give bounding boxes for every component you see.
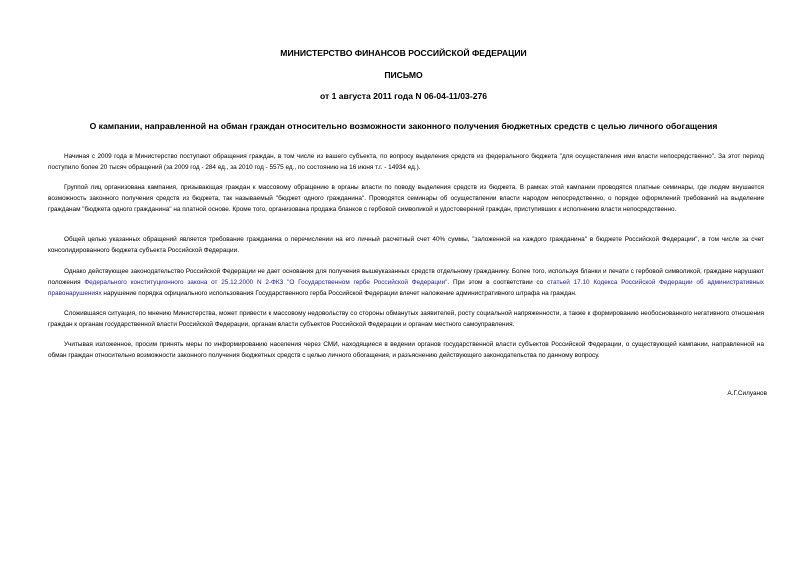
federal-law-link[interactable]: Федерального конституционного закона от 25.12.2000 N 2-ФКЗ "О Государственном гербе Российской Федерации": [84, 279, 448, 287]
document-type: ПИСЬМО: [384, 70, 423, 80]
ministry-name: МИНИСТЕРСТВО ФИНАНСОВ РОССИЙСКОЙ ФЕДЕРАЦИИ: [280, 48, 527, 58]
administrative-code-link[interactable]: статьей 17.10 Кодекса Российской Федерации об административных правонарушениях: [48, 279, 764, 298]
paragraph-2: Группой лиц организована кампания, призывающая граждан к массовому обращению в органы власти по поводу выделения средств из бюджета. В рамках этой кампании проводятся платные семинары, где людям внушается возможность законного получения средств из бюджета, так называемый "бюджет одного гражданина". Проводятся семинары об осуществлении власти народом непосредственно, о порядке оформлений требований на выделение гражданам "бюджета одного гражданина" на платной основе. Кроме того, организована продажа бланков с гербовой символикой и удостоверений граждан, приступивших к исполнению власти непосредственно.: [48, 184, 764, 214]
paragraph-6: Учитывая изложенное, просим принять меры по информированию населения через СМИ, находящиеся в ведении органов государственной власти субъектов Российской Федерации, о существующей кампании, направленной на обман граждан относительно возможности законного получения бюджетных средств с целью личного обогащения, и разъяснению действующего законодательства по данному вопросу.: [48, 341, 764, 360]
paragraph-4-text-2: . При этом в соответствии со: [447, 279, 547, 287]
document-date-number: от 1 августа 2011 года N 06-04-11/03-276: [319, 91, 488, 101]
paragraph-1: Начиная с 2009 года в Министерство поступают обращения граждан, в том числе из вашего субъекта, по вопросу выделения средств из федерального бюджета "для осуществления ими власти непосредственно". За этот период поступило более 20 тысяч обращений (за 2009 год - 284 ед., за 2010 год - 5575 ед., по состоянию на 16 июня т.г. - 14934 ед.).: [48, 153, 764, 172]
paragraph-4-text-1: Однако действующее законодательство Российской Федерации не дает основания для получения вышеуказанных средств отдельному гражданину. Более того, используя бланки и печати с гербовой символикой, граждане нарушают положения: [48, 268, 764, 287]
paragraph-4: [48, 266, 764, 300]
document-subject: О кампании, направленной на обман граждан относительно возможности законного получения бюджетных средств с целью личного обогащения: [89, 121, 718, 131]
signature: А.Г.Силуанов: [727, 390, 767, 397]
paragraph-3: Общей целью указанных обращений является требование гражданина о перечислении на его личный расчетный счет 40% суммы, "заложенной на каждого гражданина" в бюджете Российской Федерации", в том числе за счет консолидированного бюджета субъекта Российской Федерации.: [48, 236, 764, 255]
paragraph-5: Сложившаяся ситуация, по мнению Министерства, может привести к массовому недовольству со стороны обманутых заявителей, росту социальной напряженности, а также к формированию необоснованного негативного отношения граждан к органам государственной власти Российской Федерации, органам власти субъектов Российской Федерации и органам местного самоуправления.: [48, 310, 764, 329]
paragraph-4-text-3: нарушение порядка официального использования Государственного герба Российской Федерации влечет наложение административного штрафа на граждан.: [101, 290, 577, 298]
